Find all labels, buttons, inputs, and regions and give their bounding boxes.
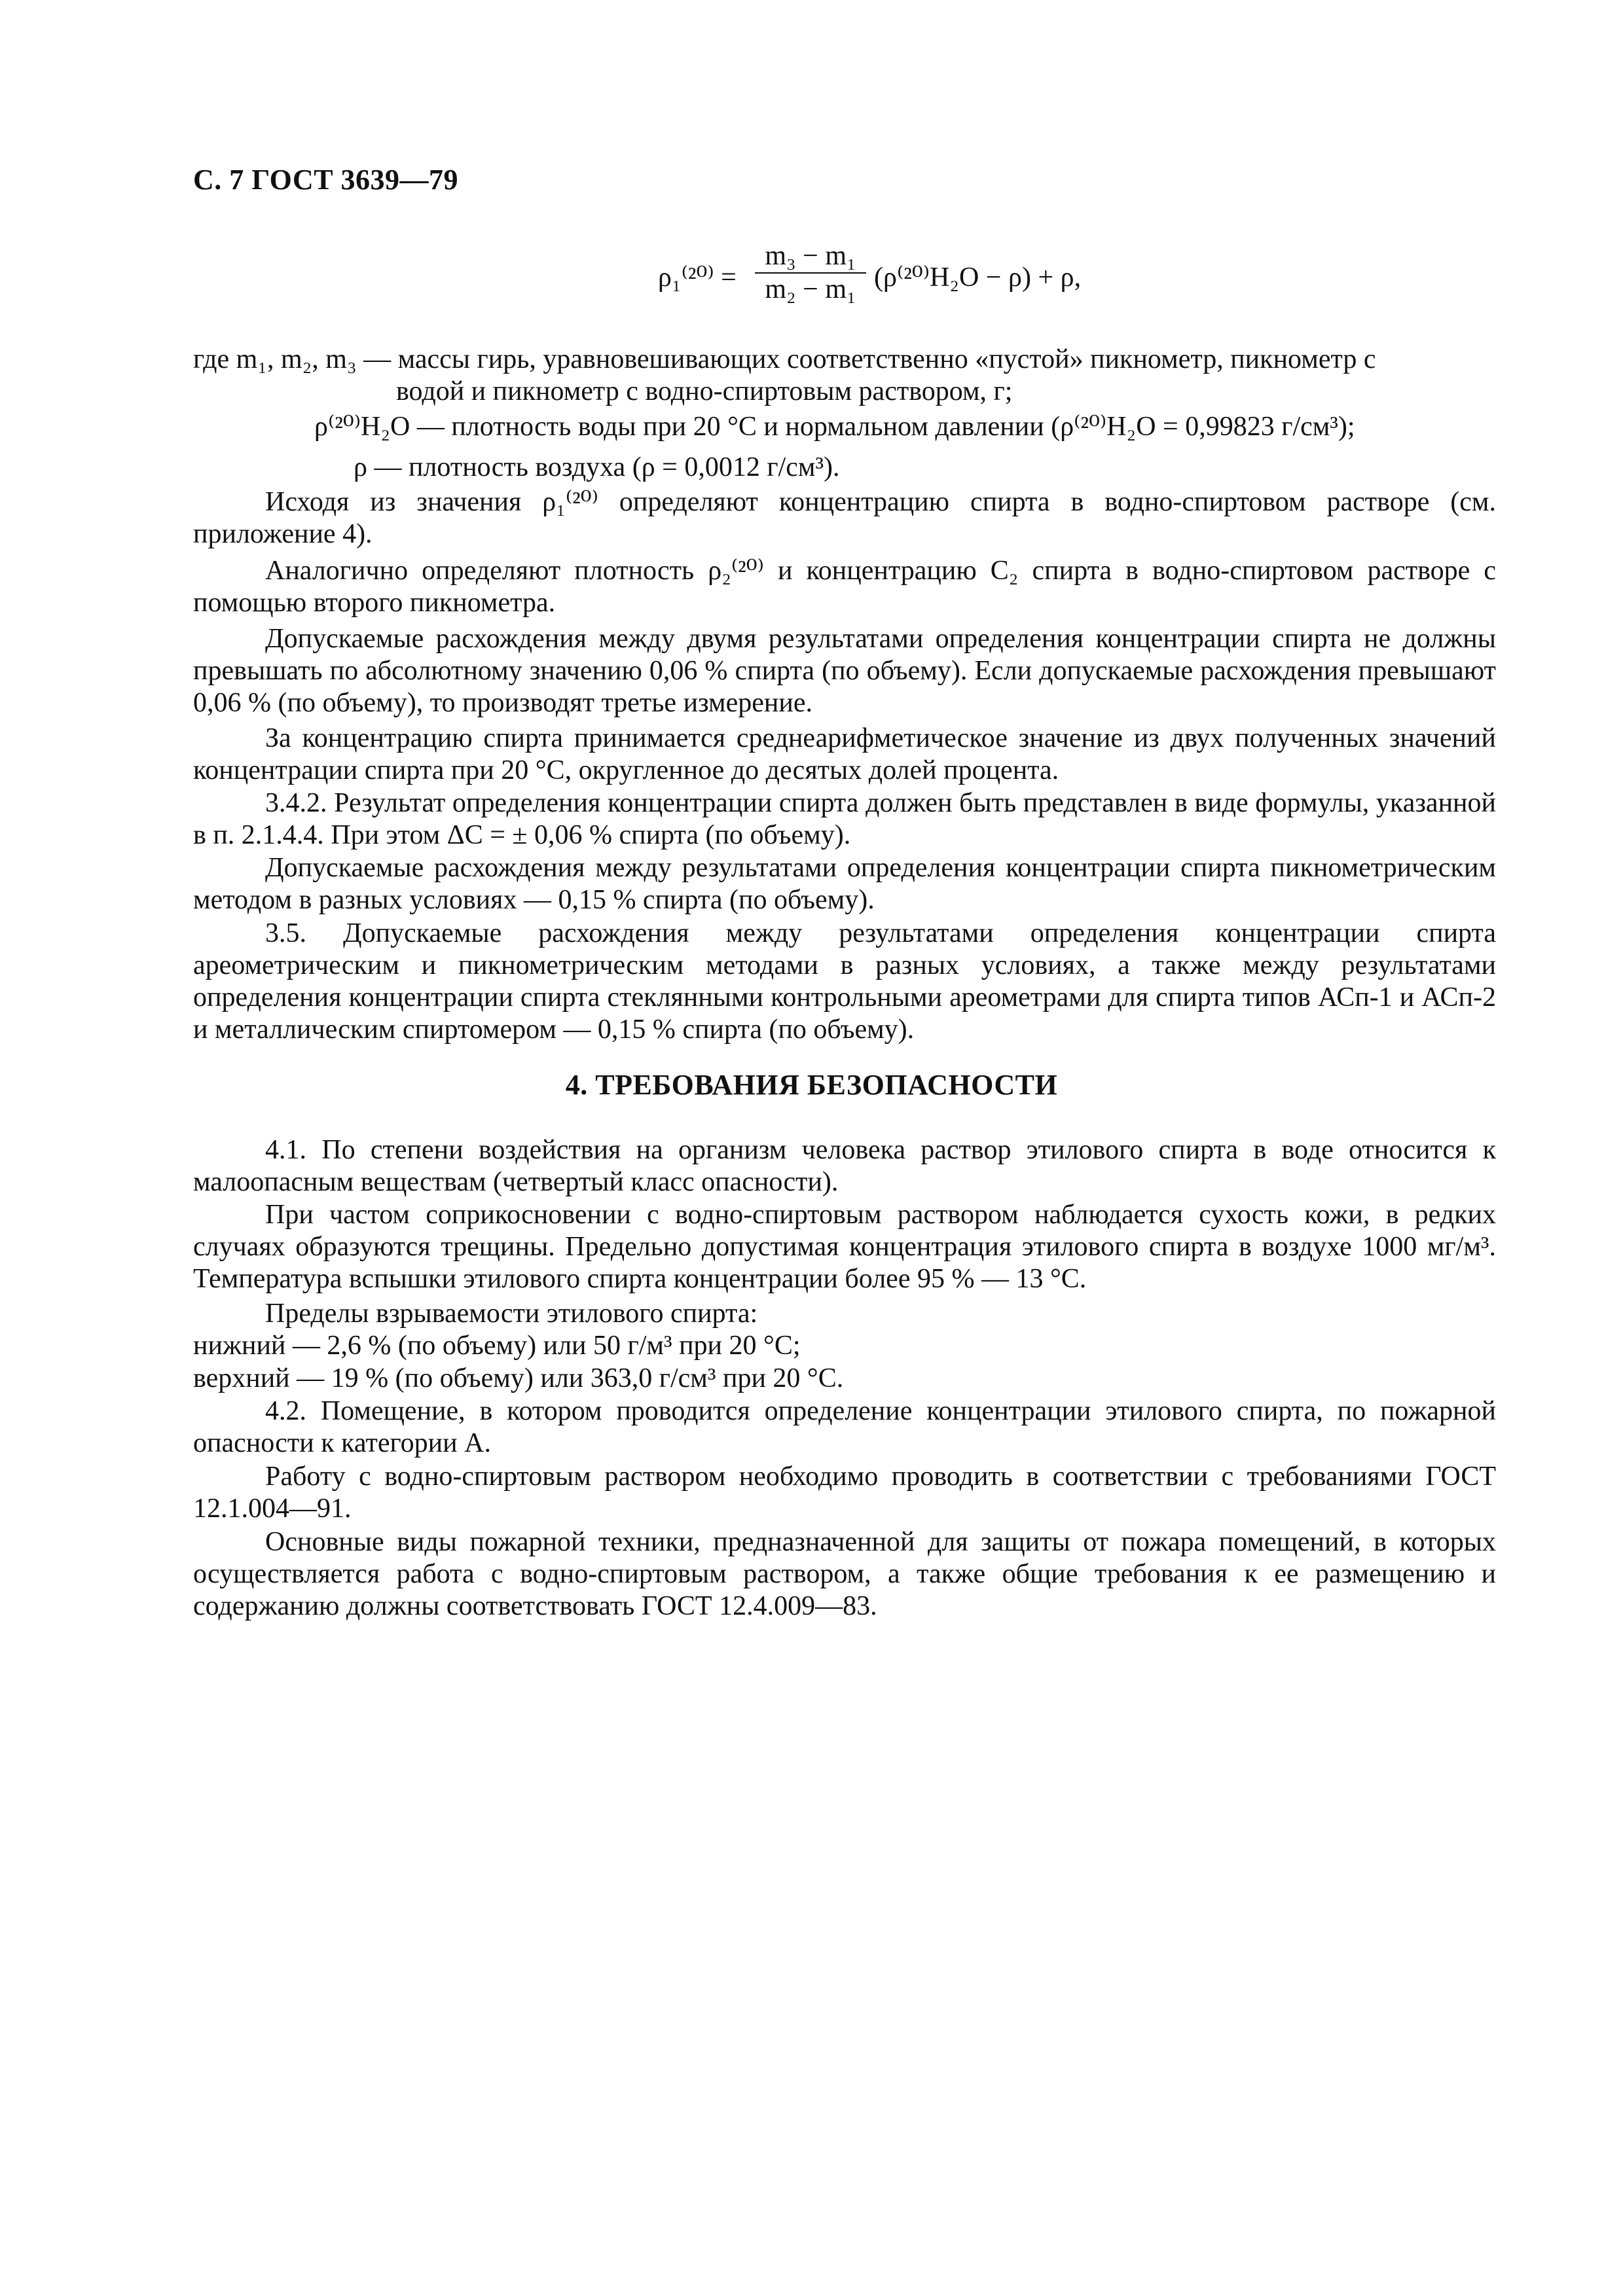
formula-rhs: (ρ⁽²⁰⁾H₂O − ρ) + ρ,	[874, 262, 1082, 293]
paragraph-3-5: 3.5. Допускаемые расхождения между результатами определения концентрации спирта ареометрическим и пикнометрическим методами в разных условиях, а также между результатами определения концентрации спирта стеклянными контрольными ареометрами для спирта типов АСп-1 и АСп-2 и металлическим спиртомером — 0,15 % спирта (по объему).	[193, 918, 1496, 1045]
paragraph-tolerance: Допускаемые расхождения между двумя результатами определения концентрации спирта не должны превышать по абсолютному значению 0,06 % спирта (по объему). Если допускаемые расхождения превышают 0,06 % (по объему), то производят третье измерение.	[193, 624, 1496, 718]
paragraph-fire-equipment: Основные виды пожарной техники, предназначенной для защиты от пожара помещений, в которых осуществляется работа с водно-спиртовым раствором, а также общие требования к ее размещению и содержанию должны соответствовать ГОСТ 12.4.009—83.	[193, 1527, 1496, 1621]
definition-masses: где m₁, m₂, m₃ — массы гирь, уравновешивающих соответственно «пустой» пикнометр, пикнометр с	[193, 344, 1376, 374]
definition-masses-cont: водой и пикнометр с водно-спиртовым раствором, г;	[396, 376, 1013, 406]
paragraph-mean-value: За концентрацию спирта принимается среднеарифметическое значение из двух полученных значений концентрации спирта при 20 °С, округленное до десятых долей процента.	[193, 723, 1496, 785]
paragraph-4-1: 4.1. По степени воздействия на организм человека раствор этилового спирта в воде относится к малоопасным веществам (четвертый класс опасности).	[193, 1135, 1496, 1197]
density-formula	[658, 241, 1116, 313]
formula-denominator: m₂ − m₁	[765, 274, 856, 304]
paragraph-3-4-2: 3.4.2. Результат определения концентрации спирта должен быть представлен в виде формулы, указанной в п. 2.1.4.4. При этом ΔC = ± 0,06 % спирта (по объему).	[193, 788, 1496, 850]
formula-fraction	[755, 241, 866, 305]
paragraph-explosion-limits: Пределы взрываемости этилового спирта:	[265, 1299, 758, 1329]
section-heading-safety: 4. ТРЕБОВАНИЯ БЕЗОПАСНОСТИ	[565, 1069, 1058, 1101]
formula-lhs: ρ₁⁽²⁰⁾ =	[658, 262, 737, 293]
paragraph-requirements-gost: Работу с водно-спиртовым раствором необходимо проводить в соответствии с требованиями ГОСТ 12.1.004—91.	[193, 1462, 1496, 1524]
paragraph-pycnometric-tolerance: Допускаемые расхождения между результатами определения концентрации спирта пикнометрическим методом в разных условиях — 0,15 % спирта (по объему).	[193, 853, 1496, 915]
definition-water-density: ρ⁽²⁰⁾H₂O — плотность воды при 20 °С и нормальном давлении (ρ⁽²⁰⁾H₂O = 0,99823 г/см³);	[314, 412, 1355, 442]
definition-air-density: ρ — плотность воздуха (ρ = 0,0012 г/см³).	[354, 452, 840, 482]
running-head: С. 7 ГОСТ 3639—79	[193, 164, 459, 196]
paragraph-upper-limit: верхний — 19 % (по объему) или 363,0 г/см³ при 20 °С.	[193, 1363, 844, 1393]
paragraph-skin-dryness: При частом соприкосновении с водно-спиртовым раствором наблюдается сухость кожи, в редких случаях образуются трещины. Предельно допустимая концентрация этилового спирта в воздухе 1000 мг/м³. Температура вспышки этилового спирта концентрации более 95 % — 13 °С.	[193, 1200, 1496, 1294]
paragraph-lower-limit: нижний — 2,6 % (по объему) или 50 г/м³ при 20 °С;	[193, 1331, 801, 1361]
paragraph-4-2: 4.2. Помещение, в котором проводится определение концентрации этилового спирта, по пожарной опасности к категории А.	[193, 1396, 1496, 1458]
paragraph-second-pycnometer: Аналогично определяют плотность ρ₂⁽²⁰⁾ и концентрацию C₂ спирта в водно-спиртовом растворе с помощью второго пикнометра.	[193, 556, 1496, 618]
formula-numerator: m₃ − m₁	[755, 241, 866, 274]
paragraph-concentration: Исходя из значения ρ₁⁽²⁰⁾ определяют концентрацию спирта в водно-спиртовом растворе (см. приложение 4).	[193, 487, 1496, 549]
